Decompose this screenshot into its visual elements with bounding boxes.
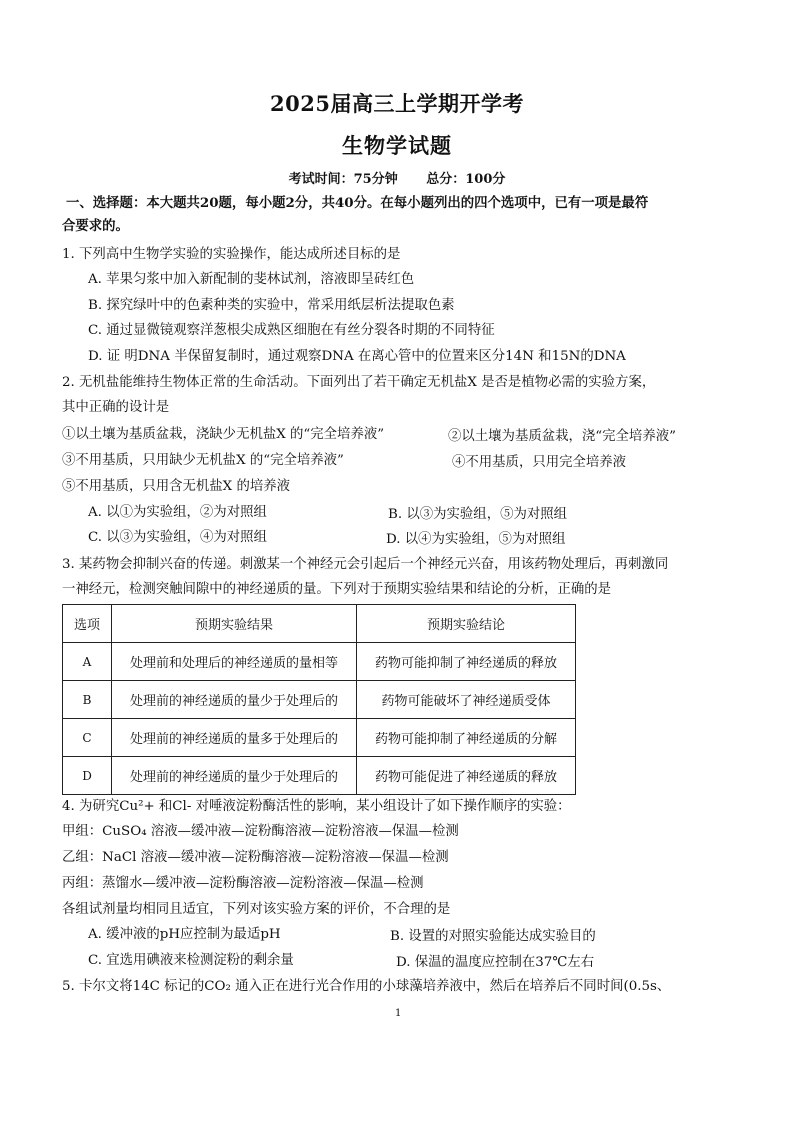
q2-item-5: ⑤不用基质，只用含无机盐X 的培养液 [62,479,291,494]
table-cell: D [63,757,112,795]
table-row [63,757,576,795]
table-header-cell: 选项 [63,605,112,643]
exam-meta [0,168,794,187]
table-cell: A [63,643,112,681]
section-heading-line2: 合要求的。 [62,218,129,234]
q4-group-3: 丙组：蒸馏水—缓冲液—淀粉酶溶液—淀粉溶液—保温—检测 [62,876,424,891]
table-cell: 处理前的神经递质的量少于处理后的 [112,681,357,719]
q1-option-a: A. 苹果匀浆中加入新配制的斐林试剂，溶液即呈砖红色 [88,272,415,287]
exam-score: 总分：100分 [426,172,506,187]
q5-stem: 5. 卡尔文将14C 标记的CO₂ 通入正在进行光合作用的小球藻培养液中，然后在培养后不同时间(0.5s、 [62,979,671,994]
q4-group-1: 甲组：CuSO₄ 溶液—缓冲液—淀粉酶溶液—淀粉溶液—保温—检测 [62,824,459,839]
table-cell: B [63,681,112,719]
q1-option-c: C. 通过显微镜观察洋葱根尖成熟区细胞在有丝分裂各时期的不同特征 [88,323,495,338]
table-header-cell: 预期实验结果 [112,605,357,643]
q2-option-b: B. 以③为实验组，⑤为对照组 [388,507,568,522]
q4-option-b: B. 设置的对照实验能达成实验目的 [390,929,596,944]
q2-item-4: ④不用基质，只用完全培养液 [452,455,627,470]
q3-stem-line1: 3. 某药物会抑制兴奋的传递。刺激某一个神经元会引起后一个神经元兴奋，用该药物处理后，再刺激同 [62,557,669,572]
page-number: 1 [395,1008,402,1019]
q2-option-d: D. 以④为实验组，⑤为对照组 [386,532,566,547]
q4-option-d: D. 保温的温度应控制在37℃左右 [396,955,595,970]
section-heading-line1: 一、选择题：本大题共20题，每小题2分，共40分。在每小题列出的四个选项中，已有一项是最符 [66,195,649,211]
table-cell: 处理前和处理后的神经递质的量相等 [112,643,357,681]
q2-item-2: ②以土壤为基质盆栽，浇“完全培养液” [448,429,676,444]
q4-option-c: C. 宜选用碘液来检测淀粉的剩余量 [88,953,294,968]
table-cell: 药物可能促进了神经递质的释放 [357,757,576,795]
q1-option-b: B. 探究绿叶中的色素种类的实验中，常采用纸层析法提取色素 [88,298,455,313]
q4-stem-2: 各组试剂量均相同且适宜，下列对该实验方案的评价，不合理的是 [62,902,451,917]
subject-title: 生物学试题 [342,133,452,158]
q1-option-d: D. 证 明DNA 半保留复制时，通过观察DNA 在离心管中的位置来区分14N 和15N的DNA [88,349,626,364]
table-cell: C [63,719,112,757]
exam-time: 考试时间：75分钟 [288,172,398,187]
table-cell: 药物可能破坏了神经递质受体 [357,681,576,719]
q4-group-2: 乙组：NaCl 溶液—缓冲液—淀粉酶溶液—淀粉溶液—保温—检测 [62,850,449,865]
q4-stem: 4. 为研究Cu²+ 和Cl- 对唾液淀粉酶活性的影响，某小组设计了如下操作顺序的实验： [62,799,571,814]
q4-option-a: A. 缓冲液的pH应控制为最适pH [88,927,281,942]
q2-option-a: A. 以①为实验组，②为对照组 [88,505,267,520]
table-cell: 处理前的神经递质的量少于处理后的 [112,757,357,795]
exam-title: 2025届高三上学期开学考 [270,91,524,116]
q2-option-c: C. 以③为实验组，④为对照组 [88,530,267,545]
q3-table [62,604,576,795]
q2-stem-line1: 2. 无机盐能维持生物体正常的生命活动。下面列出了若干确定无机盐X 是否是植物必需的实验方案， [62,375,656,390]
q2-stem-line2: 其中正确的设计是 [62,400,170,415]
q2-item-3: ③不用基质，只用缺少无机盐X 的“完全培养液” [62,453,344,468]
table-row [63,681,576,719]
q2-item-1: ①以土壤为基质盆栽，浇缺少无机盐X 的“完全培养液” [62,427,385,442]
table-cell: 药物可能抑制了神经递质的释放 [357,643,576,681]
table-header-cell: 预期实验结论 [357,605,576,643]
q3-stem-line2: 一神经元，检测突触间隙中的神经递质的量。下列对于预期实验结果和结论的分析，正确的是 [62,582,612,597]
table-cell: 处理前的神经递质的量多于处理后的 [112,719,357,757]
table-header-row [63,605,576,643]
table-row [63,643,576,681]
table-cell: 药物可能抑制了神经递质的分解 [357,719,576,757]
q1-stem: 1. 下列高中生物学实验的实验操作，能达成所述目标的是 [62,247,401,262]
table-row [63,719,576,757]
